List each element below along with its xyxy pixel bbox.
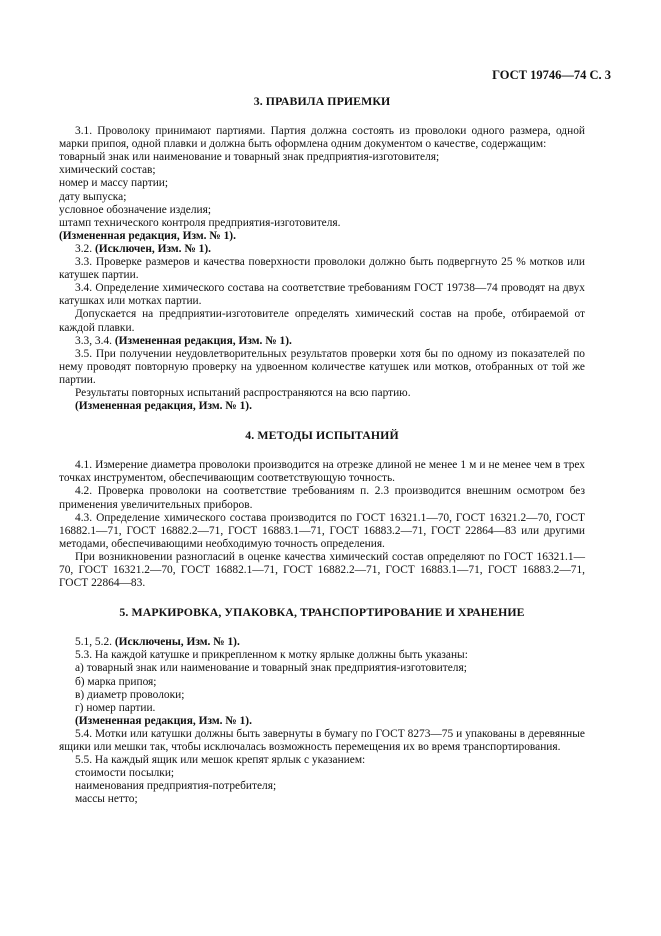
clause-3-3: 3.3. Проверке размеров и качества поверхности проволоки должно быть подвергнуто 25 % мотков или катушек партии. [59, 256, 585, 282]
amendment-note: (Измененная редакция, Изм. № 1). [75, 714, 252, 727]
clause-5-5: 5.5. На каждый ящик или мешок крепят ярлык с указанием: [75, 754, 366, 767]
clause-text: (Исключены, Изм. № 1). [114, 636, 240, 649]
list-item: товарный знак или наименование и товарный знак предприятия-изготовителя; [59, 151, 440, 164]
list-item: наименования предприятия-потребителя; [75, 780, 277, 793]
section-5-title: 5. МАРКИРОВКА, УПАКОВКА, ТРАНСПОРТИРОВАНИЕ И ХРАНЕНИЕ [119, 605, 525, 620]
list-item: номер и массу партии; [59, 177, 169, 190]
clause-text: (Измененная редакция, Изм. № 1). [114, 334, 292, 347]
clause-3-5-note: Результаты повторных испытаний распространяются на всю партию. [75, 386, 411, 399]
list-item: г) номер партии. [75, 701, 156, 714]
list-item: условное обозначение изделия; [59, 203, 212, 216]
amendment-note: (Измененная редакция, Изм. № 1). [59, 229, 236, 242]
list-item: массы нетто; [75, 793, 138, 806]
clause-5-3: 5.3. На каждой катушке и прикрепленном к мотку ярлыке должны быть указаны: [75, 649, 468, 662]
page-header: ГОСТ 19746—74 С. 3 [492, 68, 611, 82]
list-item: штамп технического контроля предприятия-изготовителя. [59, 216, 341, 229]
list-item: стоимости посылки; [75, 767, 175, 780]
section-3-title: 3. ПРАВИЛА ПРИЕМКИ [253, 94, 391, 108]
list-item: а) товарный знак или наименование и товарный знак предприятия-изготовителя; [75, 662, 467, 675]
clause-number: 5.1, 5.2. [75, 636, 113, 649]
clause-4-3: 4.3. Определение химического состава производится по ГОСТ 16321.1—70, ГОСТ 16321.2—70, ГОСТ 16882.1—71, ГОСТ 16882.2—71, ГОСТ 16883.1—71, ГОСТ 16883.2—71, ГОСТ 22864—83 или другими методами, обеспечивающими необходимую точность определения. [59, 511, 585, 550]
clause-3-4-note: Допускается на предприятии-изготовителе определять химический состав на пробе, отбираемой от каждой плавки. [59, 308, 585, 334]
list-item: химический состав; [59, 164, 156, 177]
clause-text: (Исключен, Изм. № 1). [94, 242, 211, 255]
list-item: в) диаметр проволоки; [75, 688, 185, 701]
clause-3-4: 3.4. Определение химического состава на соответствие требованиям ГОСТ 19738—74 проводят на двух катушках или мотках партии. [59, 282, 585, 308]
list-item: дату выпуска; [59, 190, 127, 203]
clause-4-1: 4.1. Измерение диаметра проволоки производится на отрезке длиной не менее 1 м и не менее чем в трех точках инструментом, обеспечивающим соответствующую точность. [59, 459, 585, 485]
clause-5-1-5-2 [59, 636, 585, 649]
clause-4-3-note: При возникновении разногласий в оценке качества химический состав определяют по ГОСТ 16321.1—70, ГОСТ 16321.2—70, ГОСТ 16882.1—71, ГОСТ 16882.2—71, ГОСТ 16883.1—71, ГОСТ 16883.2—71, ГОСТ 22864—83. [59, 550, 585, 590]
clause-3-2 [59, 243, 585, 256]
clause-5-4: 5.4. Мотки или катушки должны быть завернуты в бумагу по ГОСТ 8273—75 и упакованы в деревянные ящики или мешки так, чтобы исключалась возможность перемещения их во время транспортирования. [59, 727, 585, 754]
amendment-note: (Измененная редакция, Изм. № 1). [75, 400, 252, 413]
clause-number: 3.3, 3.4. [75, 334, 113, 347]
clause-4-2: 4.2. Проверка проволоки на соответствие требованиям п. 2.3 производится внешним осмотром без применения увеличительных приборов. [59, 485, 585, 511]
clause-3-3-3-4 [59, 335, 585, 348]
section-4-title: 4. МЕТОДЫ ИСПЫТАНИЙ [245, 428, 399, 443]
list-item: б) марка припоя; [75, 675, 157, 688]
document-body [59, 95, 585, 807]
clause-3-5: 3.5. При получении неудовлетворительных результатов проверки хотя бы по одному из показателей по нему проводят повторную проверку на удвоенном количестве катушек или мотков, отобранных от той же партии. [59, 347, 585, 386]
clause-number: 3.2. [75, 242, 93, 255]
clause-3-1: 3.1. Проволоку принимают партиями. Партия должна состоять из проволоки одного размера, одной марки припоя, одной плавки и должна быть оформлена одним документом о качестве, содержащим: [59, 125, 585, 151]
